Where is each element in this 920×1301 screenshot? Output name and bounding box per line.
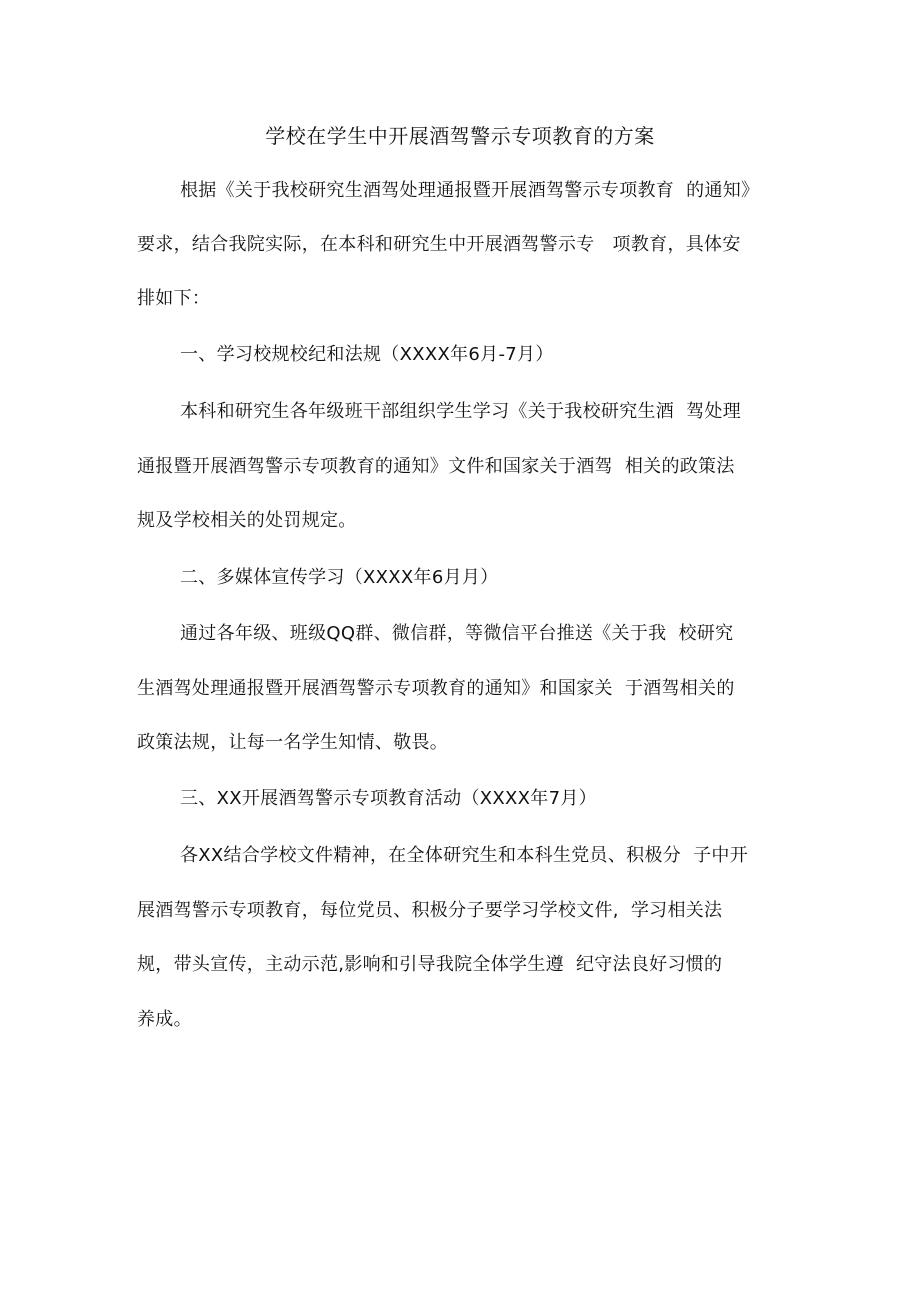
section-2-line-3: 政策法规，让每一名学生知情、敬畏。 (137, 732, 449, 753)
section-3-line-4: 养成。 (137, 1009, 192, 1030)
section-1-line-1: 本科和研究生各年级班干部组织学生学习《关于我校研究生酒 驾处理 (180, 401, 742, 422)
intro-line-2: 要求，结合我院实际，在本科和研究生中开展酒驾警示专 项教育，具体安 (137, 234, 741, 255)
intro-line-1: 根据《关于我校研究生酒驾处理通报暨开展酒驾警示专项教育 的通知》 (180, 180, 760, 201)
section-2-line-1: 通过各年级、班级QQ群、微信群，等微信平台推送《关于我 校研究 (180, 623, 734, 644)
intro-line-3: 排如下： (137, 288, 211, 309)
section-1-line-2: 通报暨开展酒驾警示专项教育的通知》文件和国家关于酒驾 相关的政策法 (137, 456, 735, 477)
section-2-heading: 二、多媒体宣传学习（XXXX年6月月） (180, 567, 499, 588)
document-title: 学校在学生中开展酒驾警示专项教育的方案 (265, 124, 655, 148)
section-2-line-2: 生酒驾处理通报暨开展酒驾警示专项教育的通知》和国家关 于酒驾相关的 (137, 678, 735, 699)
section-3-heading: 三、XX开展酒驾警示专项教育活动（XXXX年7月） (180, 788, 597, 809)
section-1-heading: 一、学习校规校纪和法规（XXXX年6月-7月） (180, 344, 554, 365)
section-3-line-3: 规，带头宣传，主动示范,影响和引导我院全体学生遵 纪守法良好习惯的 (137, 954, 723, 975)
section-3-line-1: 各XX结合学校文件精神，在全体研究生和本科生党员、积极分 子中开 (180, 845, 749, 866)
section-1-line-3: 规及学校相关的处罚规定。 (137, 510, 357, 531)
section-3-line-2: 展酒驾警示专项教育，每位党员、积极分子要学习学校文件, 学习相关法 (137, 900, 723, 921)
